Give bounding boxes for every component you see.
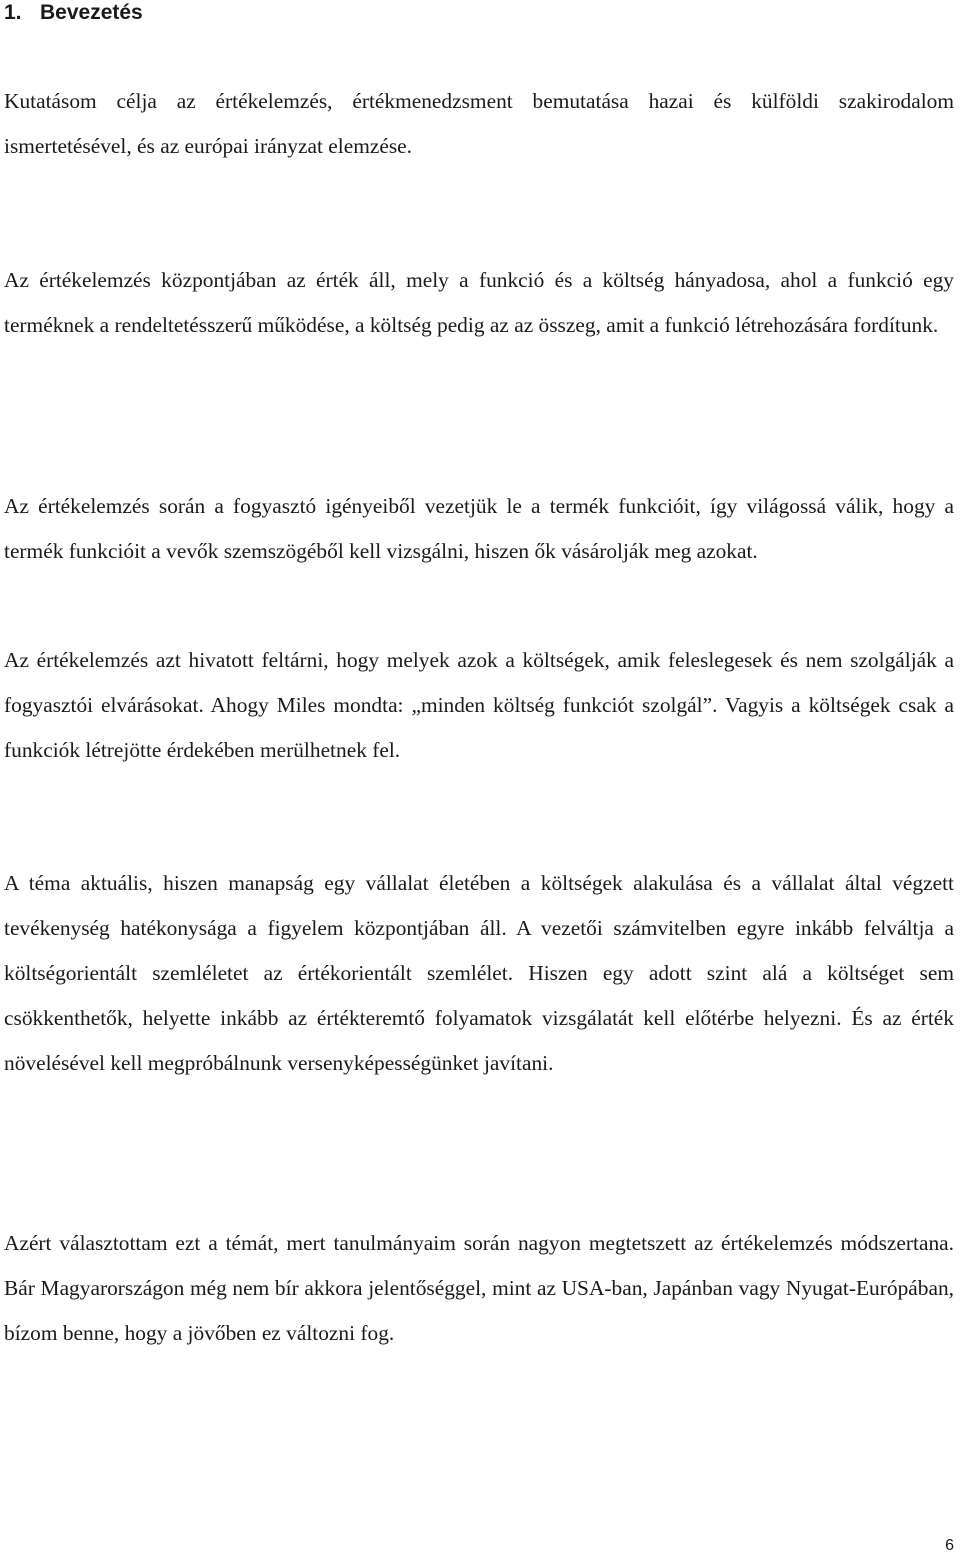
- section-heading: [4, 0, 143, 26]
- paragraph-value-definition: Az értékelemzés központjában az érték áll, mely a funkció és a költség hányadosa, ahol a funkció egy terméknek a rendeltetésszerű működése, a költség pedig az az összeg, amit a funkció létrehozására fordítunk.: [4, 268, 954, 337]
- paragraph-topic-choice: Azért választottam ezt a témát, mert tanulmányaim során nagyon megtetszett az értékelemzés módszertana. Bár Magyarországon még nem bír akkora jelentőséggel, mint az USA-ban, Japánban vagy Nyugat-Európában, bízom benne, hogy a jövőben ez változni fog.: [4, 1231, 954, 1345]
- section-title: Bevezetés: [40, 1, 143, 24]
- section-number: 1.: [4, 1, 22, 24]
- paragraph-customer-needs: Az értékelemzés során a fogyasztó igényeiből vezetjük le a termék funkcióit, így világossá válik, hogy a termék funkcióit a vevők szemszögéből kell vizsgálni, hiszen ők vásárolják meg azokat.: [4, 494, 954, 563]
- paragraph-cost-analysis: Az értékelemzés azt hivatott feltárni, hogy melyek azok a költségek, amik feleslegesek és nem szolgálják a fogyasztói elvárásokat. Ahogy Miles mondta: „minden költség funkciót szolgál”. Vagyis a költségek csak a funkciók létrejötte érdekében merülhetnek fel.: [4, 648, 954, 762]
- page-number: 6: [945, 1537, 954, 1554]
- paragraph-research-goal: Kutatásom célja az értékelemzés, értékmenedzsment bemutatása hazai és külföldi szakirodalom ismertetésével, és az európai irányzat elemzése.: [4, 89, 954, 158]
- paragraph-topic-relevance: A téma aktuális, hiszen manapság egy vállalat életében a költségek alakulása és a vállalat által végzett tevékenység hatékonysága a figyelem központjában áll. A vezetői számvitelben egyre inkább felváltja a költségorientált szemléletet az értékorientált szemlélet. Hiszen egy adott szint alá a költséget sem csökkenthetők, helyette inkább az értékteremtő folyamatok vizsgálatát kell előtérbe helyezni. És az érték növelésével kell megpróbálnunk versenyképességünket javítani.: [4, 871, 954, 1075]
